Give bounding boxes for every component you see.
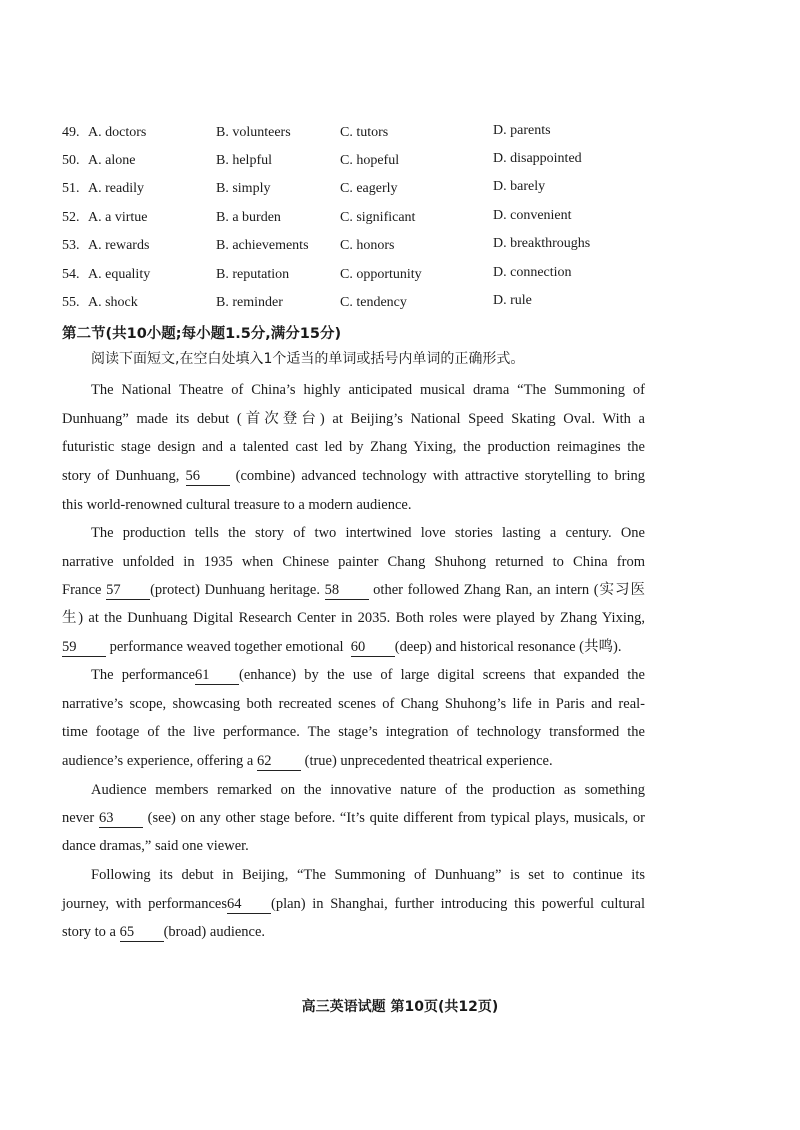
option-a: A. rewards bbox=[88, 238, 150, 253]
passage-text: other followed Zhang Ran, an intern (实习医 bbox=[368, 582, 646, 598]
instruction: 阅读下面短文,在空白处填入1个适当的单词或括号内单词的正确形式。 bbox=[91, 351, 525, 367]
passage-text: this world-renowned cultural treasure to a modern audience. bbox=[62, 497, 412, 513]
passage-text: Audience members remarked on the innovative nature of the production as something bbox=[91, 782, 645, 798]
question-number: 50. bbox=[62, 153, 80, 168]
option-a: A. shock bbox=[88, 295, 138, 310]
passage-text: (combine) advanced technology with attractive storytelling to bring bbox=[229, 468, 645, 484]
answer-blank: 60 bbox=[351, 639, 395, 657]
passage-line bbox=[62, 893, 645, 915]
question-number: 51. bbox=[62, 181, 80, 196]
option-d: D. barely bbox=[493, 179, 546, 194]
option-b: B. simply bbox=[216, 181, 271, 196]
passage-line bbox=[62, 408, 645, 430]
passage-line bbox=[62, 750, 645, 772]
option-d: D. connection bbox=[493, 265, 572, 280]
passage-text: (deep) and historical resonance (共鸣). bbox=[394, 639, 622, 655]
question-number: 54. bbox=[62, 267, 80, 282]
answer-blank: 57 bbox=[106, 582, 150, 600]
answer-blank: 62 bbox=[257, 753, 301, 771]
option-c: C. eagerly bbox=[340, 181, 398, 196]
passage-line bbox=[62, 807, 645, 829]
passage-text: (plan) in Shanghai, further introducing this powerful cultural bbox=[270, 896, 645, 912]
passage-line bbox=[62, 436, 645, 458]
passage-line bbox=[62, 607, 645, 629]
passage-text: never bbox=[62, 810, 99, 826]
passage-text: time footage of the live performance. The stage’s integration of technology transformed the bbox=[62, 724, 645, 740]
answer-blank: 64 bbox=[227, 896, 271, 914]
passage-line bbox=[91, 522, 645, 544]
answer-blank: 65 bbox=[120, 924, 164, 942]
option-c: C. honors bbox=[340, 238, 395, 253]
passage-line bbox=[62, 921, 645, 943]
answer-blank: 56 bbox=[186, 468, 230, 486]
passage-text: audience’s experience, offering a bbox=[62, 753, 257, 769]
passage-text: narrative’s scope, showcasing both recreated scenes of Chang Shuhong’s life in Paris and real- bbox=[62, 696, 645, 712]
passage-line bbox=[91, 664, 645, 686]
passage-text: (protect) Dunhuang heritage. bbox=[150, 582, 325, 598]
option-d: D. disappointed bbox=[493, 151, 582, 166]
passage-line bbox=[62, 579, 645, 601]
answer-blank: 61 bbox=[195, 667, 239, 685]
passage-text: (broad) audience. bbox=[163, 924, 266, 940]
option-a: A. equality bbox=[88, 267, 151, 282]
passage-line bbox=[62, 551, 645, 573]
passage-text: 生) at the Dunhuang Digital Research Center in 2035. Both roles were played by Zhang Yixing, bbox=[62, 610, 645, 626]
option-b: B. reminder bbox=[216, 295, 283, 310]
question-number: 53. bbox=[62, 238, 80, 253]
option-c: C. opportunity bbox=[340, 267, 422, 282]
passage-text: France bbox=[62, 582, 107, 598]
passage-text: performance weaved together emotional bbox=[106, 639, 351, 655]
option-d: D. convenient bbox=[493, 208, 572, 223]
passage-text: (enhance) by the use of large digital screens that expanded the bbox=[238, 667, 645, 683]
passage-text: futuristic stage design and a talented cast led by Zhang Yixing, the production reimagines the bbox=[62, 439, 645, 455]
passage-text: story of Dunhuang, bbox=[62, 468, 186, 484]
option-c: C. tendency bbox=[340, 295, 407, 310]
option-c: C. hopeful bbox=[340, 153, 400, 168]
passage-text: Following its debut in Beijing, “The Summoning of Dunhuang” is set to continue its bbox=[91, 867, 645, 883]
passage-text: The production tells the story of two intertwined love stories lasting a century. One bbox=[91, 525, 645, 541]
passage-text: (true) unprecedented theatrical experience. bbox=[300, 753, 553, 769]
passage-text: The National Theatre of China’s highly anticipated musical drama “The Summoning of bbox=[91, 382, 645, 398]
question-number: 49. bbox=[62, 125, 80, 140]
passage-text: The performance bbox=[91, 667, 195, 683]
passage-text: dance dramas,” said one viewer. bbox=[62, 838, 249, 854]
answer-blank: 63 bbox=[99, 810, 143, 828]
option-a: A. doctors bbox=[88, 125, 147, 140]
option-b: B. volunteers bbox=[216, 125, 291, 140]
passage-line bbox=[62, 494, 645, 516]
option-a: A. a virtue bbox=[88, 210, 148, 225]
option-c: C. tutors bbox=[340, 125, 389, 140]
option-d: D. breakthroughs bbox=[493, 236, 591, 251]
option-b: B. helpful bbox=[216, 153, 272, 168]
page-footer: 高三英语试题 第10页(共12页) bbox=[301, 999, 499, 1015]
passage-text: Dunhuang” made its debut (首次登台) at Beijing’s National Speed Skating Oval. With a bbox=[62, 411, 645, 427]
option-b: B. reputation bbox=[216, 267, 290, 282]
passage-line bbox=[62, 835, 645, 857]
question-number: 52. bbox=[62, 210, 80, 225]
question-number: 55. bbox=[62, 295, 80, 310]
option-a: A. readily bbox=[88, 181, 144, 196]
option-d: D. parents bbox=[493, 123, 551, 138]
option-b: B. a burden bbox=[216, 210, 281, 225]
section-heading: 第二节(共10小题;每小题1.5分,满分15分) bbox=[62, 326, 342, 342]
passage-line bbox=[62, 636, 645, 658]
passage-line bbox=[91, 864, 645, 886]
passage-line bbox=[62, 721, 645, 743]
passage-line bbox=[62, 465, 645, 487]
passage-text: story to a bbox=[62, 924, 120, 940]
passage-line bbox=[91, 779, 645, 801]
passage-text: (see) on any other stage before. “It’s quite different from typical plays, musicals, or bbox=[142, 810, 645, 826]
passage-line bbox=[91, 379, 645, 401]
option-c: C. significant bbox=[340, 210, 416, 225]
option-a: A. alone bbox=[88, 153, 136, 168]
answer-blank: 59 bbox=[62, 639, 106, 657]
passage-text: narrative unfolded in 1935 when Chinese painter Chang Shuhong returned to China from bbox=[62, 554, 645, 570]
answer-blank: 58 bbox=[325, 582, 369, 600]
passage-line bbox=[62, 693, 645, 715]
passage-text: journey, with performances bbox=[62, 896, 227, 912]
option-b: B. achievements bbox=[216, 238, 309, 253]
option-d: D. rule bbox=[493, 293, 532, 308]
